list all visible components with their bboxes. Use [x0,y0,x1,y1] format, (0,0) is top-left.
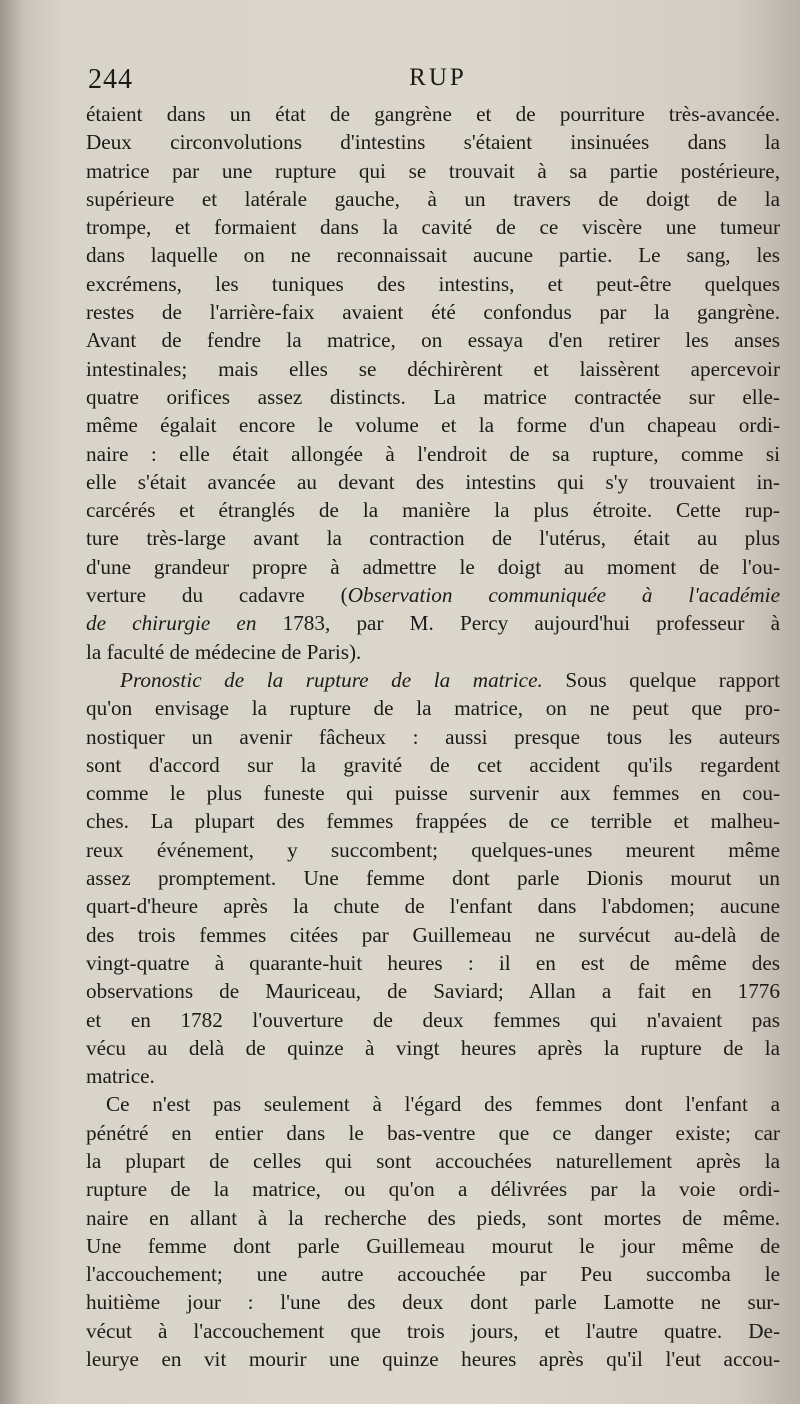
text-line: excrémens, les tuniques des intestins, et peut-être quelques [86,271,780,296]
text-line: matrice par une rupture qui se trouvait à sa partie postérieure, [86,158,780,183]
text-line: leurye en vit mourir une quinze heures après qu'il l'eut accou- [86,1347,780,1372]
body-text [86,100,780,1373]
text-line: elle s'était avancée au devant des intestins qui s'y trouvaient in- [86,469,780,494]
text-line: ches. La plupart des femmes frappées de ce terrible et malheu- [86,809,780,834]
text-line: naire en allant à la recherche des pieds, sont mortes de même. [86,1205,780,1230]
text-run: verture du cadavre ( [86,583,348,608]
section-heading: Pronostic de la rupture de la matrice. [120,667,543,692]
text-line: vécut à l'accouchement que trois jours, et l'autre quatre. De- [86,1318,780,1343]
text-line [86,581,780,609]
text-line: Ce n'est pas seulement à l'égard des femmes dont l'enfant a [106,1092,780,1117]
text-line [86,666,780,694]
text-line: matrice. [86,1064,155,1089]
text-line: vingt-quatre à quarante-huit heures : il en est de même des [86,950,780,975]
text-line: quart-d'heure après la chute de l'enfant dans l'abdomen; aucune [86,894,780,919]
text-line: vécu au delà de quinze à vingt heures après la rupture de la [86,1035,780,1060]
text-line: rupture de la matrice, ou qu'on a délivrées par la voie ordi- [86,1177,780,1202]
text-line: la plupart de celles qui sont accouchées naturellement après la [86,1148,780,1173]
text-run: Sous quelque rapport [542,667,780,692]
text-line: supérieure et latérale gauche, à un travers de doigt de la [86,186,780,211]
text-line: restes de l'arrière-faix avaient été confondus par la gangrène. [86,300,780,325]
text-line: huitième jour : l'une des deux dont parle Lamotte ne sur- [86,1290,780,1315]
citation-italic: Observation communiquée à l'académie [347,583,780,608]
text-line: nostiquer un avenir fâcheux : aussi presque tous les auteurs [86,724,780,749]
text-line: observations de Mauriceau, de Saviard; Allan a fait en 1776 [86,979,780,1004]
text-line: Deux circonvolutions d'intestins s'étaient insinuées dans la [86,130,780,155]
text-line: comme le plus funeste qui puisse survenir aux femmes en cou- [86,781,780,806]
text-line: carcérés et étranglés de la manière la plus étroite. Cette rup- [86,498,780,523]
citation-italic: de chirurgie en [86,611,257,636]
text-line: l'accouchement; une autre accouchée par Peu succomba le [86,1262,780,1287]
text-line: dans laquelle on ne reconnaissait aucune partie. Le sang, les [86,243,780,268]
text-line: intestinales; mais elles se déchirèrent et laissèrent apercevoir [86,356,780,381]
text-line: des trois femmes citées par Guillemeau ne survécut au-delà de [86,922,780,947]
text-line: ture très-large avant la contraction de l'utérus, était au plus [86,526,780,551]
text-line: naire : elle était allongée à l'endroit de sa rupture, comme si [86,441,780,466]
text-line: Une femme dont parle Guillemeau mourut le jour même de [86,1233,780,1258]
text-line: pénétré en entier dans le bas-ventre que ce danger existe; car [86,1120,780,1145]
text-line: sont d'accord sur la gravité de cet accident qu'ils regardent [86,752,780,777]
text-line: étaient dans un état de gangrène et de pourriture très-avancée. [86,102,780,126]
page-number: 244 [88,64,133,95]
text-line [86,609,780,637]
text-line: et en 1782 l'ouverture de deux femmes qui n'avaient pas [86,1007,780,1032]
text-line: d'une grandeur propre à admettre le doigt au moment de l'ou- [86,554,780,579]
page-header [88,64,778,104]
text-line: qu'on envisage la rupture de la matrice, on ne peut que pro- [86,696,780,721]
running-head: RUP [409,64,467,91]
text-run: 1783, par M. Percy aujourd'hui professeur à [256,611,781,636]
text-line: la faculté de médecine de Paris). [86,639,362,664]
text-line: même égalait encore le volume et la forme d'un chapeau ordi- [86,413,780,438]
text-line: quatre orifices assez distincts. La matrice contractée sur elle- [86,384,780,409]
text-line: assez promptement. Une femme dont parle Dionis mourut un [86,866,780,891]
text-line: Avant de fendre la matrice, on essaya d'en retirer les anses [86,328,780,353]
text-line: trompe, et formaient dans la cavité de ce viscère une tumeur [86,215,780,240]
text-line: reux événement, y succombent; quelques-unes meurent même [86,837,780,862]
